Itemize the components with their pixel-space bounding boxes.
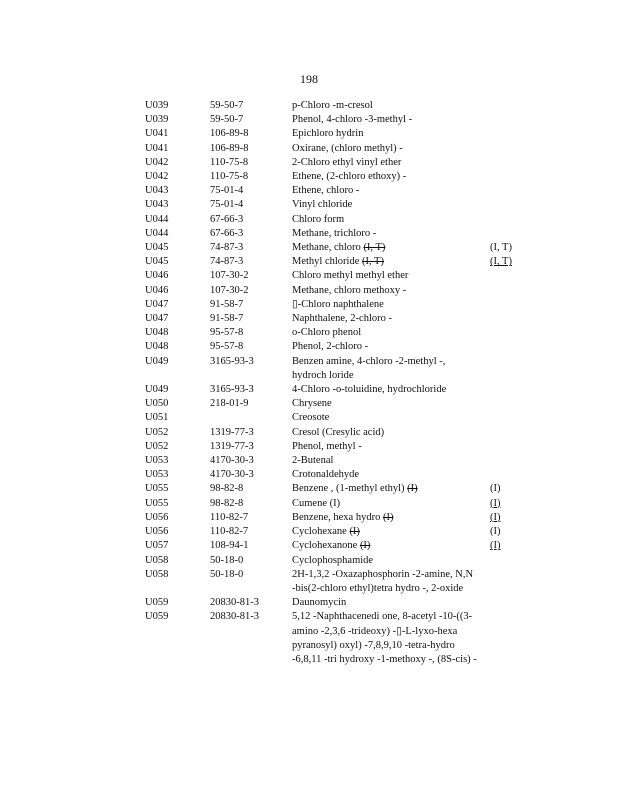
deleted-hazard-code: (I, T) (363, 242, 386, 254)
substance-name (292, 497, 478, 511)
waste-code: U044 (145, 227, 169, 239)
substance-name (292, 554, 478, 568)
page-number: 198 (300, 72, 318, 86)
cas-number: 91-58-7 (210, 298, 244, 310)
waste-code: U056 (145, 511, 169, 523)
waste-code: U052 (145, 440, 169, 452)
cas-number: 20830-81-3 (210, 597, 259, 609)
substance-name-text: Methane, trichloro - (292, 227, 377, 239)
substance-name-text: Cyclohexanone (292, 540, 358, 552)
cas-number: 108-94-1 (210, 540, 249, 552)
table-row (0, 198, 618, 212)
waste-code: U049 (145, 384, 169, 396)
table-row (0, 184, 618, 198)
waste-code: U052 (145, 426, 169, 438)
hazard-code: (I) (490, 526, 501, 538)
substance-name (292, 539, 478, 553)
substance-name (292, 127, 478, 141)
substance-name-text: Phenol, 4-chloro -3-methyl - (292, 114, 413, 126)
waste-code-table (0, 99, 618, 667)
cas-number: 110-75-8 (210, 171, 249, 183)
substance-name (292, 156, 478, 170)
deleted-hazard-code: (I) (407, 483, 418, 495)
substance-name-text: Chloro form (292, 213, 345, 225)
cas-number: 106-89-8 (210, 142, 249, 154)
cas-number: 110-82-7 (210, 526, 249, 538)
substance-name (292, 482, 478, 496)
waste-code: U050 (145, 398, 169, 410)
hazard-code: (I, T) (490, 256, 512, 268)
cas-number: 74-87-3 (210, 256, 244, 268)
waste-code: U045 (145, 242, 169, 254)
table-row (0, 355, 618, 383)
table-row (0, 440, 618, 454)
substance-name (292, 113, 478, 127)
substance-name-text: Chloro methyl methyl ether (292, 270, 409, 282)
substance-name-text: p-Chloro -m-cresol (292, 100, 373, 111)
table-row (0, 227, 618, 241)
substance-name (292, 213, 478, 227)
substance-name-text: Naphthalene, 2-chloro - (292, 313, 393, 325)
cas-number: 107-30-2 (210, 284, 249, 296)
waste-code: U041 (145, 128, 169, 140)
substance-name-text: 4-Chloro -o-toluidine, hydrochloride (292, 384, 447, 396)
waste-code: U045 (145, 256, 169, 268)
substance-name (292, 284, 478, 298)
substance-name-text: Methane, chloro (292, 242, 361, 254)
cas-number: 50-18-0 (210, 568, 244, 580)
cas-number: 218-01-9 (210, 398, 249, 410)
cas-number: 98-82-8 (210, 497, 244, 509)
table-row (0, 156, 618, 170)
substance-name-text: Ethene, chloro - (292, 185, 360, 197)
waste-code: U059 (145, 597, 169, 609)
cas-number: 3165-93-3 (210, 384, 254, 396)
substance-name-text: Phenol, methyl - (292, 440, 362, 452)
table-row (0, 610, 618, 667)
substance-name (292, 454, 478, 468)
substance-name-text: 2H-1,3,2 -Oxazaphosphorin -2-amine, N,N -bis(2-chloro ethyl)tetra hydro -, 2-oxide (292, 568, 474, 594)
hazard-code: (I) (490, 511, 501, 523)
substance-name (292, 596, 478, 610)
table-row (0, 99, 618, 113)
deleted-hazard-code: (I) (349, 526, 360, 538)
deleted-hazard-code: (I) (382, 511, 394, 523)
table-row (0, 596, 618, 610)
waste-code: U049 (145, 355, 169, 367)
table-row (0, 497, 618, 511)
table-row (0, 340, 618, 354)
substance-name (292, 198, 478, 212)
table-row (0, 411, 618, 425)
waste-code: U043 (145, 199, 169, 211)
substance-name-text: Methane, chloro methoxy - (292, 284, 407, 296)
cas-number: 75-01-4 (210, 199, 244, 211)
substance-name-text: Benzene , (1-methyl ethyl) (292, 483, 405, 495)
substance-name-text: Vinyl chloride (292, 199, 353, 211)
substance-name (292, 610, 478, 667)
hazard-code: (I) (490, 540, 501, 552)
table-row (0, 127, 618, 141)
table-row (0, 255, 618, 269)
substance-name-text: Oxirane, (chloro methyl) - (292, 142, 403, 154)
substance-name (292, 340, 478, 354)
substance-name (292, 298, 478, 312)
substance-name (292, 355, 478, 383)
cas-number: 20830-81-3 (210, 611, 259, 623)
waste-code: U041 (145, 142, 169, 154)
substance-name (292, 511, 478, 525)
substance-name-text: Creosote (292, 412, 330, 424)
cas-number: 3165-93-3 (210, 355, 254, 367)
deleted-hazard-code: (I, T) (361, 256, 384, 268)
table-row (0, 554, 618, 568)
table-row (0, 468, 618, 482)
substance-name (292, 255, 478, 269)
table-row (0, 525, 618, 539)
waste-code: U042 (145, 156, 169, 168)
cas-number: 106-89-8 (210, 128, 249, 140)
table-row (0, 113, 618, 127)
substance-name-text: Cresol (Cresylic acid) (292, 426, 385, 438)
waste-code: U042 (145, 171, 169, 183)
table-row (0, 383, 618, 397)
hazard-code: (I) (490, 497, 501, 509)
table-row (0, 170, 618, 184)
substance-name (292, 426, 478, 440)
cas-number: 50-18-0 (210, 554, 244, 566)
cas-number: 107-30-2 (210, 270, 249, 282)
waste-code: U047 (145, 298, 169, 310)
waste-code: U055 (145, 497, 169, 509)
waste-code: U046 (145, 284, 169, 296)
table-row (0, 241, 618, 255)
substance-name (292, 468, 478, 482)
substance-name (292, 326, 478, 340)
substance-name (292, 184, 478, 198)
substance-name (292, 383, 478, 397)
cas-number: 4170-30-3 (210, 469, 254, 481)
table-row (0, 298, 618, 312)
cas-number: 1319-77-3 (210, 426, 254, 438)
waste-code: U046 (145, 270, 169, 282)
substance-name (292, 525, 478, 539)
substance-name-text: o-Chloro phenol (292, 327, 362, 339)
waste-code: U053 (145, 455, 169, 467)
waste-code: U059 (145, 611, 169, 623)
table-row (0, 397, 618, 411)
hazard-code: (I) (490, 483, 501, 495)
cas-number: 67-66-3 (210, 227, 244, 239)
substance-name-text: 2-Chloro ethyl vinyl ether (292, 156, 402, 168)
table-row (0, 568, 618, 596)
table-row (0, 454, 618, 468)
substance-name-text: Benzen amine, 4-chloro -2-methyl -, hydroch loride (292, 355, 446, 381)
table-row (0, 426, 618, 440)
cas-number: 59-50-7 (210, 114, 244, 126)
cas-number: 1319-77-3 (210, 440, 254, 452)
substance-name-text: 5,12 -Naphthacenedi one, 8-acetyl -10-((3-amino -2,3,6 -trideoxy) -▯-L-lyxo-hexa pyranosyl) oxyl) -7,8,9,10 -tetra-hydro -6,8,11 -tri hydroxy -1-methoxy -, (8S-cis) - (292, 611, 477, 665)
cas-number: 59-50-7 (210, 100, 244, 111)
cas-number: 74-87-3 (210, 242, 244, 254)
waste-code: U055 (145, 483, 169, 495)
cas-number: 67-66-3 (210, 213, 244, 225)
waste-code: U039 (145, 114, 169, 126)
table-row (0, 312, 618, 326)
substance-name-text: Cyclohexane (292, 526, 347, 538)
substance-name-text: Crotonaldehyde (292, 469, 360, 481)
waste-code: U057 (145, 540, 169, 552)
substance-name (292, 568, 478, 596)
substance-name (292, 99, 478, 113)
substance-name-text: Daunomycin (292, 597, 347, 609)
cas-number: 110-75-8 (210, 156, 249, 168)
substance-name (292, 397, 478, 411)
substance-name (292, 269, 478, 283)
cas-number: 75-01-4 (210, 185, 244, 197)
substance-name (292, 411, 478, 425)
substance-name-text: Methyl chloride (292, 256, 360, 268)
substance-name-text: Cumene (I) (292, 497, 341, 509)
waste-code: U039 (145, 100, 169, 111)
waste-code: U058 (145, 568, 169, 580)
cas-number: 4170-30-3 (210, 455, 254, 467)
table-row (0, 142, 618, 156)
substance-name-text: Epichloro hydrin (292, 128, 364, 140)
table-row (0, 539, 618, 553)
waste-code: U044 (145, 213, 169, 225)
deleted-hazard-code: (I) (359, 540, 371, 552)
substance-name (292, 142, 478, 156)
table-row (0, 213, 618, 227)
cas-number: 110-82-7 (210, 511, 249, 523)
substance-name-text: Chrysene (292, 398, 332, 410)
waste-code: U048 (145, 341, 169, 353)
substance-name (292, 170, 478, 184)
table-row (0, 269, 618, 283)
substance-name (292, 440, 478, 454)
waste-code: U048 (145, 327, 169, 339)
waste-code: U058 (145, 554, 169, 566)
cas-number: 98-82-8 (210, 483, 244, 495)
cas-number: 91-58-7 (210, 313, 244, 325)
substance-name (292, 227, 478, 241)
substance-name-text: Benzene, hexa hydro (292, 511, 381, 523)
substance-name-text: Ethene, (2-chloro ethoxy) - (292, 171, 407, 183)
substance-name-text: Cyclophosphamide (292, 554, 374, 566)
waste-code: U043 (145, 185, 169, 197)
cas-number: 95-57-8 (210, 341, 244, 353)
substance-name-text: Phenol, 2-chloro - (292, 341, 369, 353)
waste-code: U056 (145, 526, 169, 538)
substance-name (292, 312, 478, 326)
table-row (0, 482, 618, 496)
table-row (0, 511, 618, 525)
substance-name-text: 2-Butenal (292, 455, 334, 467)
hazard-code: (I, T) (490, 242, 512, 254)
waste-code: U053 (145, 469, 169, 481)
substance-name-text: ▯-Chloro naphthalene (292, 298, 384, 310)
substance-name (292, 241, 478, 255)
waste-code: U047 (145, 313, 169, 325)
cas-number: 95-57-8 (210, 327, 244, 339)
waste-code: U051 (145, 412, 169, 424)
table-row (0, 326, 618, 340)
table-row (0, 284, 618, 298)
